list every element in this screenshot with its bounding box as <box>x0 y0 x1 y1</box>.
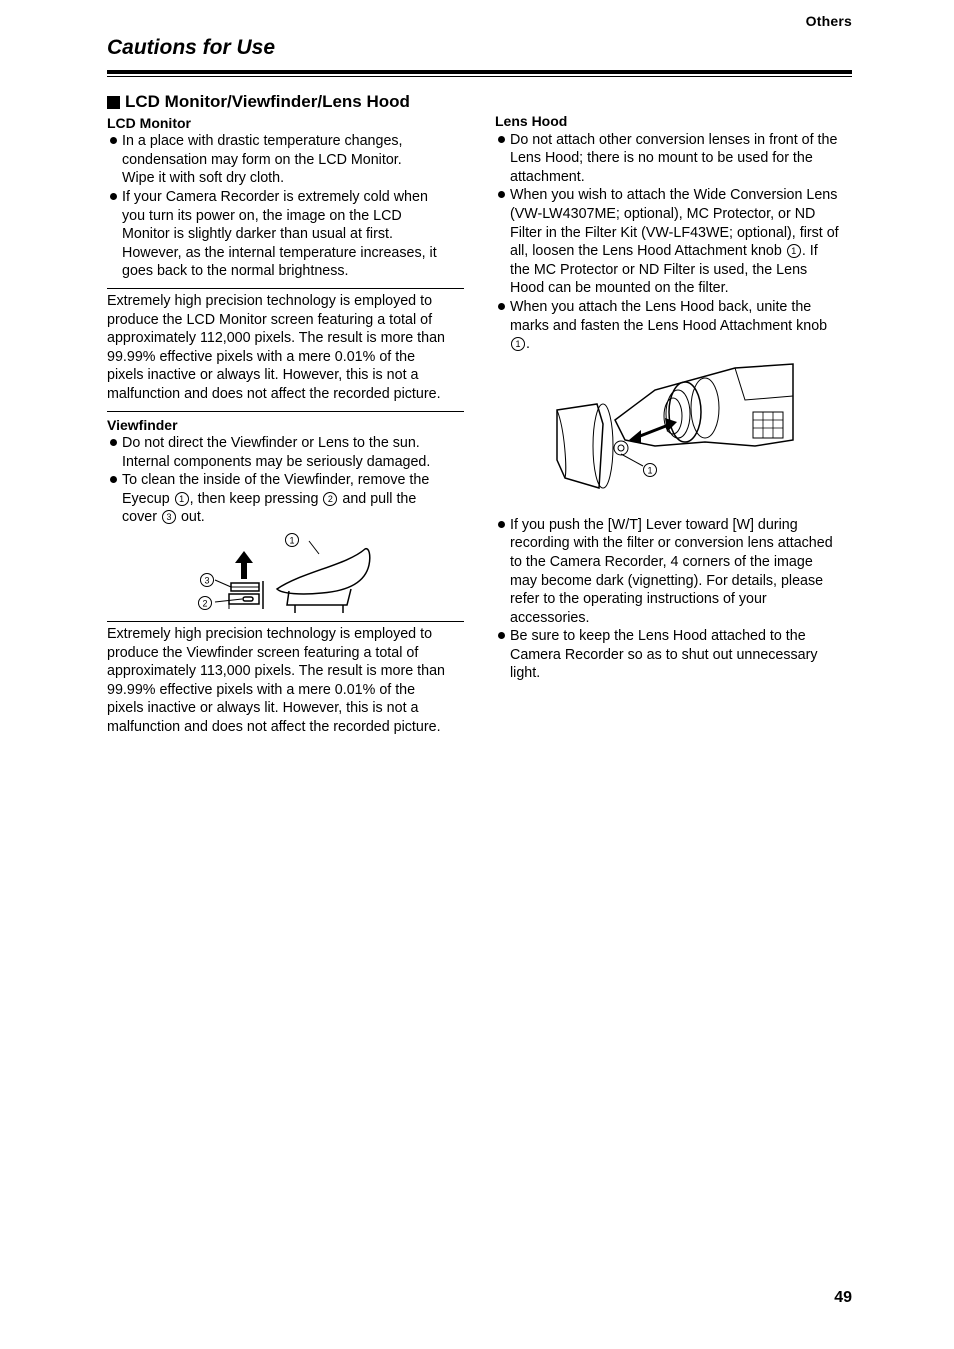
callout-1-icon: 1 <box>511 337 525 351</box>
lcd-bullet-2: If your Camera Recorder is extremely cold when you turn its power on, the image on the LCD Monitor is slightly darker than usual at first. However, as the internal temperature increases, it goes back to the normal brightness. <box>107 188 464 281</box>
left-column <box>107 93 464 744</box>
lcd-bullet-list <box>107 132 464 281</box>
lens-hood-bullet-list <box>495 131 857 354</box>
lens-hood-bullet-1: Do not attach other conversion lenses in front of the Lens Hood; there is no mount to be used for the attachment. <box>495 131 857 187</box>
viewfinder-pixel-note: Extremely high precision technology is employed to produce the Viewfinder screen featuring a total of approximately 113,000 pixels. The result is more than 99.99% effective pixels with a mere 0.01% of the pixels inactive or always lit. However, this is not a malfunction and does not affect the recorded picture. <box>107 621 464 744</box>
callout-3-icon: 3 <box>162 510 176 524</box>
latch-part <box>229 594 259 604</box>
eyecup-illustration <box>107 527 464 617</box>
viewfinder-bullet-list <box>107 434 464 527</box>
eyecup-shape <box>277 549 370 594</box>
pull-up-arrow-icon <box>235 551 253 579</box>
lcd-pixel-note: Extremely high precision technology is employed to produce the LCD Monitor screen featuring a total of approximately 112,000 pixels. The result is more than 99.99% effective pixels with a mere 0.01% of the pixels inactive or always lit. However, this is not a malfunction and does not affect the recorded picture. <box>107 288 464 412</box>
viewfinder-subheading: Viewfinder <box>107 416 178 433</box>
lens-hood-subheading: Lens Hood <box>495 113 568 129</box>
page-number: 49 <box>834 1289 852 1306</box>
page-title: Cautions for Use <box>107 36 276 59</box>
viewfinder-body <box>287 589 351 605</box>
figure-callout-3: 3 <box>204 575 210 586</box>
callout-2-icon: 2 <box>323 492 337 506</box>
lcd-monitor-subheading: LCD Monitor <box>107 114 191 131</box>
lens-hood-bullet-2: When you wish to attach the Wide Conversion Lens (VW-LW4307ME; optional), MC Protector, or ND Filter in the Filter Kit (VW-LF43WE; optional), first of all, loosen the Lens Hood Attachment knob 1 . If the MC Protector or ND Filter is used, the Lens Hood can be mounted on the filter. <box>495 186 857 298</box>
lens-hood-bullet-list-2 <box>495 516 857 683</box>
camera-buttons <box>753 412 783 438</box>
callout-1-icon: 1 <box>175 492 189 506</box>
viewfinder-bullet-1: Do not direct the Viewfinder or Lens to the sun. Internal components may be seriously damaged. <box>107 434 464 471</box>
callout-1-icon: 1 <box>787 244 801 258</box>
lens-hood-bullet-3: When you attach the Lens Hood back, unite the marks and fasten the Lens Hood Attachment knob 1 . <box>495 298 857 354</box>
figure-callout-2: 2 <box>202 598 208 609</box>
figure-callout-1: 1 <box>647 465 653 476</box>
title-rule-thick <box>107 70 852 74</box>
lens-hood-bullet-4: If you push the [W/T] Lever toward [W] during recording with the filter or conversion lens attached to the Camera Recorder, 4 corners of the image may become dark (vignetting). For details, please refer to the operating instructions of your accessories. <box>495 516 857 628</box>
section-heading: LCD Monitor/Viewfinder/Lens Hood <box>107 93 464 112</box>
attachment-knob <box>614 441 628 455</box>
square-bullet-icon <box>107 96 120 109</box>
figure-callout-1: 1 <box>289 535 295 546</box>
right-column <box>495 112 857 683</box>
lens-hood-bullet-5: Be sure to keep the Lens Hood attached to the Camera Recorder so as to shut out unnecessary light. <box>495 627 857 683</box>
section-tag: Others <box>805 13 852 29</box>
lens-hood-illustration <box>495 360 857 510</box>
viewfinder-bullet-2: To clean the inside of the Viewfinder, remove the Eyecup 1 , then keep pressing 2 and pull the cover 3 out. <box>107 471 464 527</box>
lcd-bullet-1: In a place with drastic temperature changes, condensation may form on the LCD Monitor. Wipe it with soft dry cloth. <box>107 132 464 188</box>
title-rule-thin <box>107 76 852 77</box>
camera-body <box>615 364 793 446</box>
